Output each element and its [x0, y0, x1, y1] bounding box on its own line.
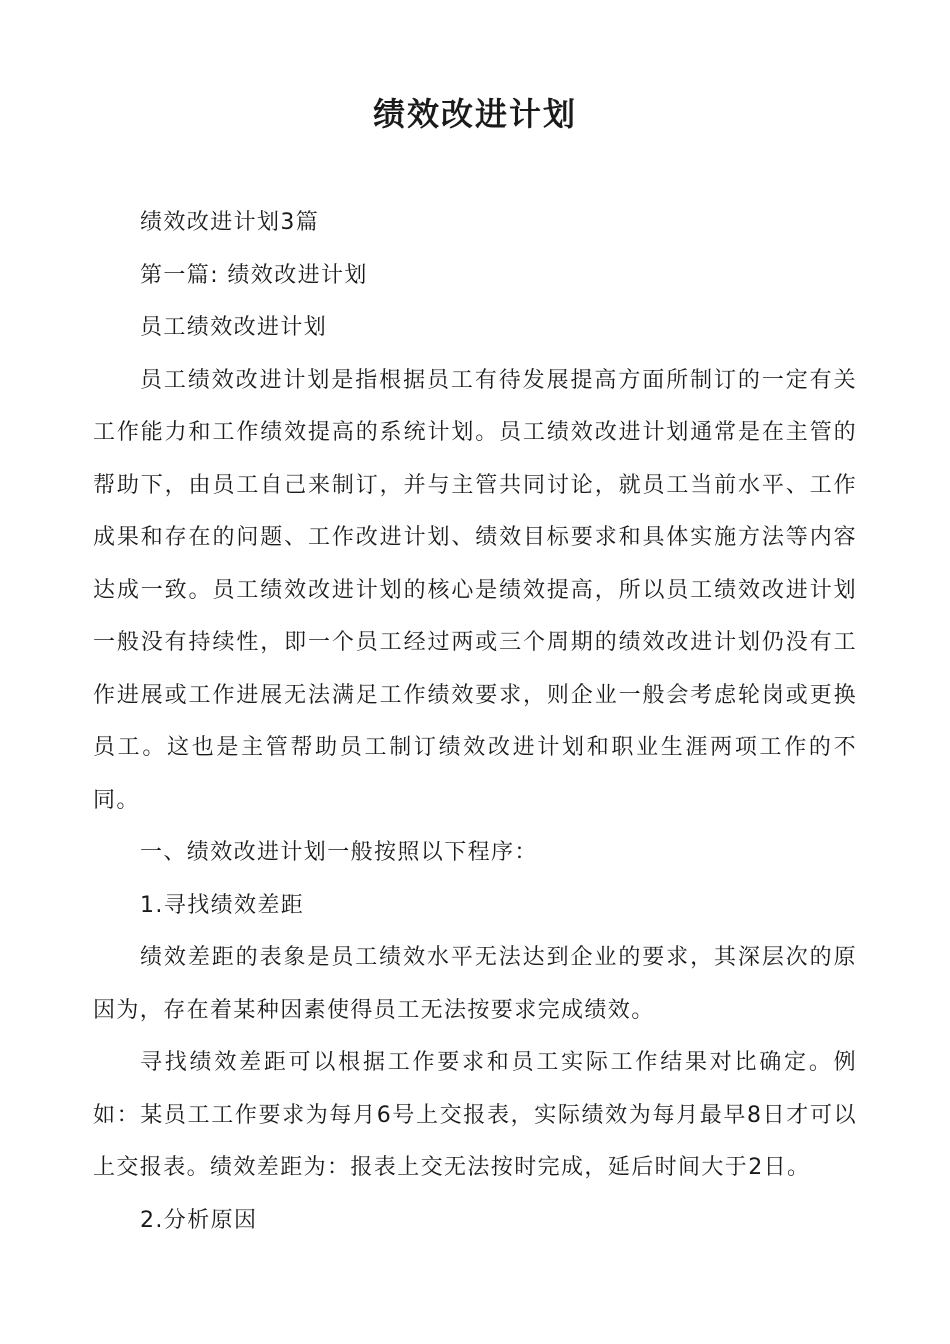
document-body [93, 197, 857, 1247]
paragraph-step-2-heading: 2.分析原因 [140, 1207, 258, 1233]
paragraph-subheading: 员工绩效改进计划 [140, 315, 328, 340]
paragraph-gap-description: 绩效差距的表象是员工绩效水平无法达到企业的要求，其深层次的原因为，存在着某种因素使得员工无法按要求完成绩效。 [93, 945, 857, 1023]
paragraph-doc-heading: 绩效改进计划3篇 [140, 210, 320, 235]
paragraph-part-one-heading: 第一篇: 绩效改进计划 [140, 262, 368, 288]
paragraph-procedure-heading: 一、绩效改进计划一般按照以下程序： [140, 840, 538, 865]
paragraph-step-1-heading: 1.寻找绩效差距 [140, 892, 305, 918]
paragraph-definition: 员工绩效改进计划是指根据员工有待发展提高方面所制订的一定有关工作能力和工作绩效提高的系统计划。员工绩效改进计划通常是在主管的帮助下，由员工自己来制订，并与主管共同讨论，就员工当前水平、工作成果和存在的问题、工作改进计划、绩效目标要求和具体实施方法等内容达成一致。员工绩效改进计划的核心是绩效提高，所以员工绩效改进计划一般没有持续性，即一个员工经过两或三个周期的绩效改进计划仍没有工作进展或工作进展无法满足工作绩效要求，则企业一般会考虑轮岗或更换员工。这也是主管帮助员工制订绩效改进计划和职业生涯两项工作的不同。 [93, 367, 857, 813]
paragraph-gap-example: 寻找绩效差距可以根据工作要求和员工实际工作结果对比确定。例如：某员工工作要求为每月6号上交报表，实际绩效为每月最早8日才可以上交报表。绩效差距为：报表上交无法按时完成，延后时间大于2日。 [93, 1050, 857, 1180]
document-title: 绩效改进计划 [372, 95, 577, 133]
